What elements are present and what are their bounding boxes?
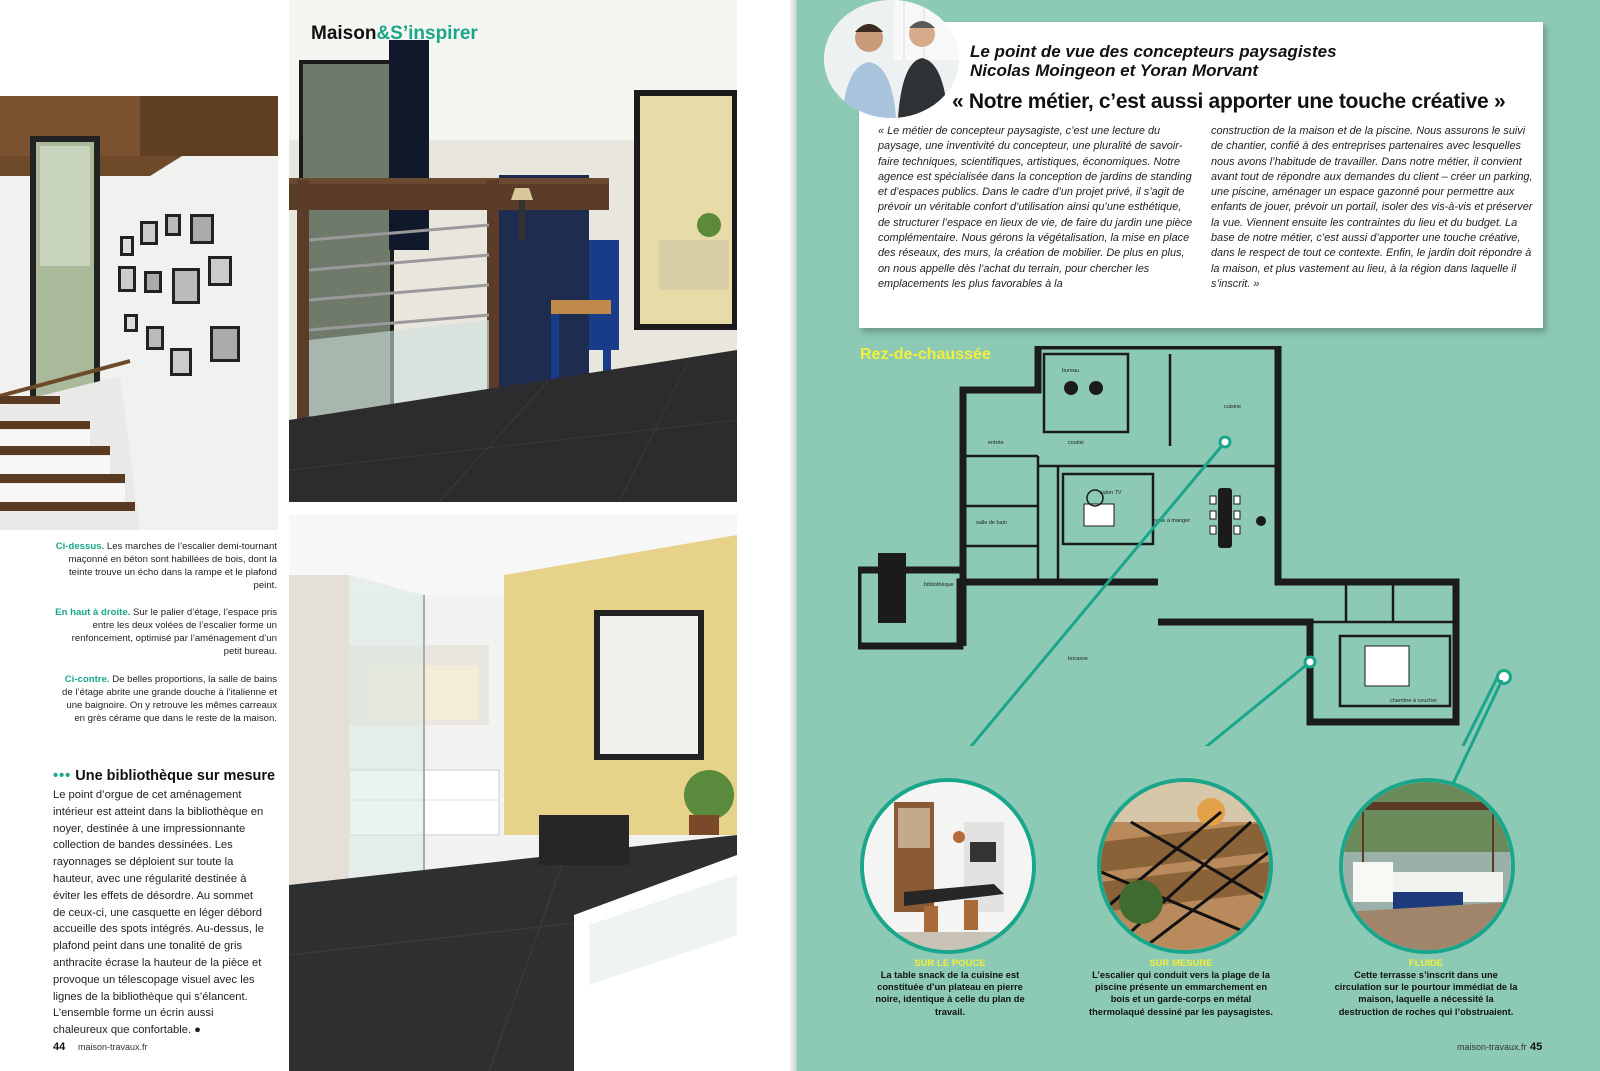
caption-above xyxy=(55,540,277,592)
sidebar-title-text: Une bibliothèque sur mesure xyxy=(75,768,276,784)
sidebar-body: Le point d’orgue de cet aménagement intérieur est atteint dans la bibliothèque en noyer, destinée à une impressionnante collection de bandes dessinées. Les rayonnages se déploient sur toute la hauteur, avec une régularité destinée à éviter les effets de désordre. Au sommet de ceux-ci, une casquette en léger débord accueille des spots intégrés. Au-dessus, le plafond peint dans une tonalité de gris anthracite écrase la hauteur de la pièce et provoque un télescopage visuel avec les lignes de la bibliothèque qui s’élancent. L’ensemble forme un écrin aussi chaleureux que confortable. ● xyxy=(53,789,264,1037)
interview-column-1: « Le métier de concepteur paysagiste, c’est une lecture du paysage, une inventivité du concepteur, une pluralité de savoir-faire techniques, scientifiques, artistiques, économiques. Notre agence est spécialisée dans la conception de jardins de standing et d’espaces publics. Dans le cadre d’un projet privé, il s’agit de prévoir un véritable confort d’utilisation ainsi qu’une esthétique, de structurer l’espace en lieux de vie, de faire du jardin une pièce complémentaire. Nous gérons la végétalisation, la mise en place des réseaux, des murs, la création de mobilier. De plus en plus, on nous appelle dès l’achat du terrain, pour chercher les emplacements les plus favorables à la xyxy=(878,125,1193,290)
callout-photo-terrace xyxy=(1339,778,1515,954)
interview-column-2: construction de la maison et de la piscine. Nous assurons le suivi de chantier, confié à des entreprises partenaires avec lesquelles nous avons l’habitude de travailler. Dans notre métier, il convient avant tout de répondre aux demandes du client – créer un parking, une piscine, aménager un espace gazonné pour permettre aux enfants de jouer, prévoir un portail, isoler des vis-à-vis et préserver la vue. Viennent ensuite les contraintes du lieu et du budget. La base de notre métier, c’est aussi d’apporter une touche créative, dans le respect de tout ce contexte. Enfin, le jardin doit répondre à la maison, et plus vastement au lieu, à la région dans laquelle il s’inscrit. » xyxy=(1211,125,1533,290)
kicker-line-1: Le point de vue des concepteurs paysagistes xyxy=(970,42,1337,61)
section-rubric xyxy=(311,23,478,45)
landing-office-photo xyxy=(289,0,737,502)
callout-stairs-caption xyxy=(1088,958,1274,1018)
callout-text: Cette terrasse s’inscrit dans une circulation sur le pourtour immédiat de la maison, laquelle a nécessité la destruction de roches qui l’obstruaient. xyxy=(1334,970,1518,1017)
caption-top-right xyxy=(55,606,277,658)
caption-lead: Ci-contre. xyxy=(64,674,110,685)
room-label-salon: salon TV xyxy=(1100,490,1122,496)
caption-text: Sur le palier d’étage, l’espace pris entre les deux volées de l’escalier forme un renfoncement, optimisé par l’aménagement d’un petit bureau. xyxy=(71,607,277,657)
callout-line-3 xyxy=(1440,680,1510,790)
callout-lead: SUR LE POUCE xyxy=(914,958,986,969)
room-label-terrasse: terrasse xyxy=(1068,656,1088,662)
floor-plan xyxy=(858,346,1498,746)
site-url-right: maison-travaux.fr xyxy=(1457,1042,1527,1052)
callout-photo-stairs xyxy=(1097,778,1273,954)
caption-lead: En haut à droite. xyxy=(55,607,131,618)
caption-opposite xyxy=(55,673,277,725)
rubric-maison: Maison xyxy=(311,23,377,44)
sidebar-title xyxy=(53,768,275,784)
page-number-right: 45 xyxy=(1530,1041,1543,1053)
caption-lead: Ci-dessus. xyxy=(55,541,105,552)
staircase-photo xyxy=(0,96,278,530)
page-number-left: 44 xyxy=(53,1041,66,1053)
bathroom-photo xyxy=(289,515,737,1071)
designers-portrait xyxy=(824,0,959,118)
floor-plan-title: Rez-de-chaussée xyxy=(860,346,991,363)
callout-terrace-caption xyxy=(1334,958,1518,1018)
room-label-salle-manger: salle à manger xyxy=(1154,518,1191,524)
callout-lead: FLUIDE xyxy=(1408,958,1444,969)
kicker-line-2: Nicolas Moingeon et Yoran Morvant xyxy=(970,61,1259,80)
rubric-sinspirer: &S’inspirer xyxy=(376,23,478,44)
interview-title: « Notre métier, c’est aussi apporter une touche créative » xyxy=(952,90,1506,113)
caption-text: Les marches de l’escalier demi-tournant maçonné en béton sont habillées de bois, dont la teinte trouve un écho dans la rampe et le plafond peint. xyxy=(68,541,277,591)
room-label-bibliotheque: bibliothèque xyxy=(924,582,954,588)
title-dots: ••• xyxy=(53,768,72,784)
room-label-cuisine: cuisine xyxy=(1224,404,1242,410)
room-label-couloir: couloir xyxy=(1068,440,1085,446)
room-label-bureau: bureau xyxy=(1062,368,1080,374)
callout-text: L’escalier qui conduit vers la plage de la piscine présente un emmarchement en bois et un garde-corps en métal thermolaqué dessiné par les paysagistes. xyxy=(1089,970,1273,1017)
caption-text: De belles proportions, la salle de bains de l’étage abrite une grande douche à l’italienne et une baignoire. On y retrouve les mêmes carreaux en grès cérame que dans le reste de la maison. xyxy=(62,674,277,724)
room-label-chambre: chambre à coucher xyxy=(1390,698,1438,704)
callout-lead: SUR MESURE xyxy=(1149,958,1213,969)
callout-text: La table snack de la cuisine est constituée d’un plateau en pierre noire, identique à celle du plan de travail. xyxy=(875,970,1025,1017)
room-label-salle-bain: salle de bain xyxy=(976,520,1007,526)
callout-photo-kitchen xyxy=(860,778,1036,954)
interview-kicker xyxy=(970,42,1530,80)
room-label-entree: entrée xyxy=(988,440,1004,446)
site-url-left: maison-travaux.fr xyxy=(78,1042,148,1052)
callout-kitchen-caption xyxy=(870,958,1030,1018)
